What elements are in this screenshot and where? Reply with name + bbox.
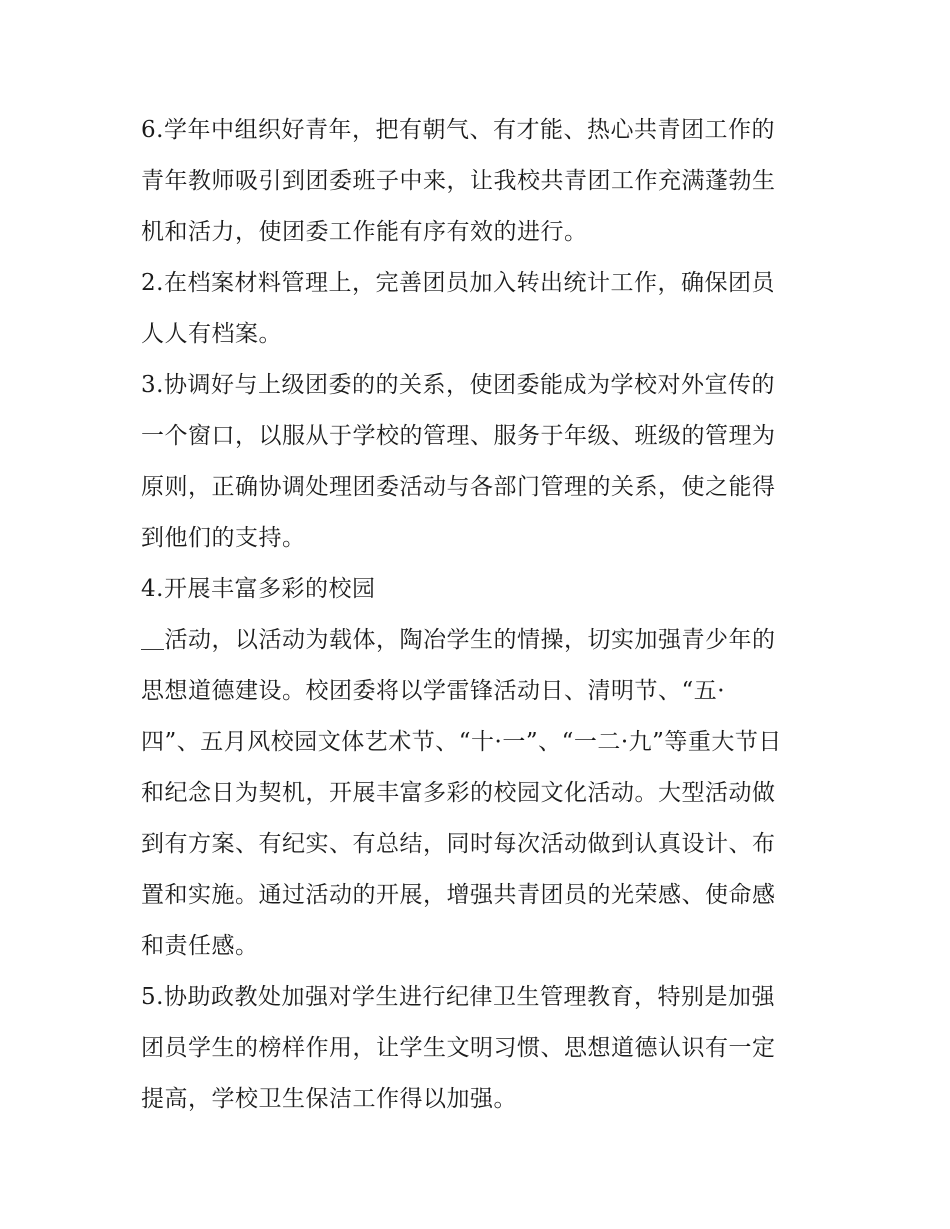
text-line: 6.学年中组织好青年，把有朝气、有才能、热心共青团工作的 (141, 117, 775, 143)
text-line: 到有方案、有纪实、有总结，同时每次活动做到认真设计、布 (141, 831, 776, 857)
text-line: 四”、五月风校园文体艺术节、“十·一”、“一二·九”等重大节日 (141, 729, 782, 755)
text-line: 4.开展丰富多彩的校园 (141, 576, 376, 602)
text-line: 5.协助政教处加强对学生进行纪律卫生管理教育，特别是加强 (141, 984, 775, 1010)
text-line: 3.协调好与上级团委的的关系，使团委能成为学校对外宣传的 (141, 372, 775, 398)
text-line: 青年教师吸引到团委班子中来，让我校共青团工作充满蓬勃生 (141, 168, 776, 194)
text-line: 机和活力，使团委工作能有序有效的进行。 (141, 219, 588, 245)
text-line: 团员学生的榜样作用，让学生文明习惯、思想道德认识有一定 (141, 1035, 776, 1061)
text-line: 2.在档案材料管理上，完善团员加入转出统计工作，确保团员 (141, 270, 775, 296)
text-line: 置和实施。通过活动的开展，增强共青团员的光荣感、使命感 (141, 882, 776, 908)
text-line: 和纪念日为契机，开展丰富多彩的校园文化活动。大型活动做 (141, 780, 776, 806)
text-line: 原则，正确协调处理团委活动与各部门管理的关系，使之能得 (141, 474, 776, 500)
text-line: 提高，学校卫生保洁工作得以加强。 (141, 1086, 517, 1112)
text-line: 人人有档案。 (141, 321, 282, 347)
text-line: 一个窗口，以服从于学校的管理、服务于年级、班级的管理为 (141, 423, 776, 449)
text-line: ＿活动，以活动为载体，陶冶学生的情操，切实加强青少年的 (141, 627, 776, 653)
text-line: 思想道德建设。校团委将以学雷锋活动日、清明节、“五· (141, 678, 726, 704)
text-line: 到他们的支持。 (141, 525, 306, 551)
text-line: 和责任感。 (141, 933, 259, 959)
